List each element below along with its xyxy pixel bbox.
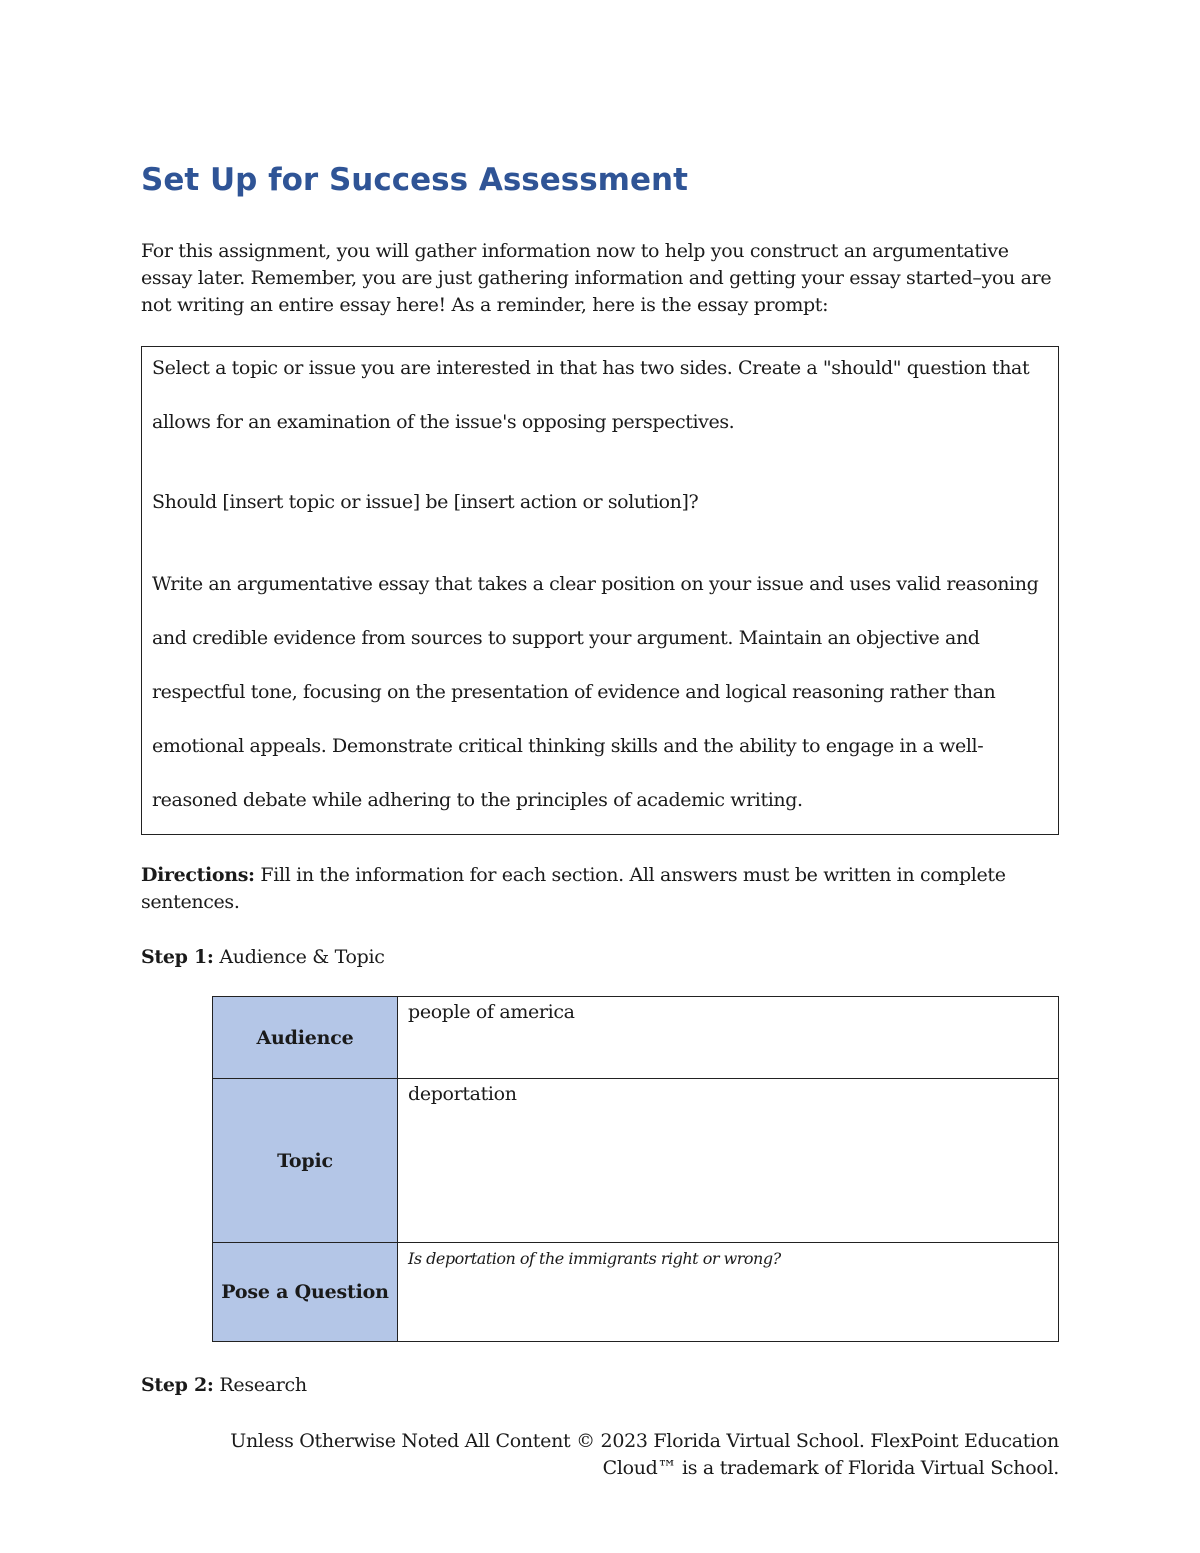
question-label-cell: Pose a Question xyxy=(213,1243,398,1342)
audience-answer-cell[interactable]: people of america xyxy=(398,997,1059,1079)
audience-topic-table xyxy=(212,996,1059,1342)
table-row xyxy=(213,1079,1059,1243)
prompt-paragraph-3: Write an argumentative essay that takes a clear position on your issue and uses valid reasoning and credible evidence from sources to support your argument. Maintain an objective and respectful tone, focusing on the presentation of evidence and logical reasoning rather than emotional appeals. Demonstrate critical thinking skills and the ability to engage in a well-reasoned debate while adhering to the principles of academic writing. xyxy=(152,573,1039,811)
topic-label-cell: Topic xyxy=(213,1079,398,1243)
audience-label-cell: Audience xyxy=(213,997,398,1079)
step-1-text: Audience & Topic xyxy=(213,946,385,968)
document-page xyxy=(141,0,1059,1553)
page-title: Set Up for Success Assessment xyxy=(141,162,688,198)
intro-paragraph: For this assignment, you will gather information now to help you construct an argumentative essay later. Remember, you are just gathering information and getting your essay started–you are not writing an entire essay here! As a reminder, here is the essay prompt: xyxy=(141,240,1052,316)
step-2-heading xyxy=(141,1372,307,1399)
question-answer-cell[interactable]: Is deportation of the immigrants right or wrong? xyxy=(398,1243,1059,1342)
directions-label: Directions: xyxy=(141,864,255,886)
step-2-text: Research xyxy=(213,1374,307,1396)
prompt-paragraph-2: Should [insert topic or issue] be [insert action or solution]? xyxy=(152,491,699,513)
copyright-footer: Unless Otherwise Noted All Content © 2023 Florida Virtual School. FlexPoint Education Cloud™ is a trademark of Florida Virtual School. xyxy=(230,1430,1059,1479)
topic-answer-cell[interactable]: deportation xyxy=(398,1079,1059,1243)
step-1-label: Step 1: xyxy=(141,946,214,968)
step-1-heading xyxy=(141,944,385,971)
table-row xyxy=(213,1243,1059,1342)
directions-text: Fill in the information for each section. All answers must be written in complete sentences. xyxy=(141,864,1006,913)
step-2-label: Step 2: xyxy=(141,1374,214,1396)
essay-prompt-box xyxy=(141,346,1059,835)
prompt-paragraph-1: Select a topic or issue you are interested in that has two sides. Create a "should" question that allows for an examination of the issue's opposing perspectives. xyxy=(152,357,1030,433)
table-row xyxy=(213,997,1059,1079)
directions-paragraph xyxy=(141,862,1059,916)
